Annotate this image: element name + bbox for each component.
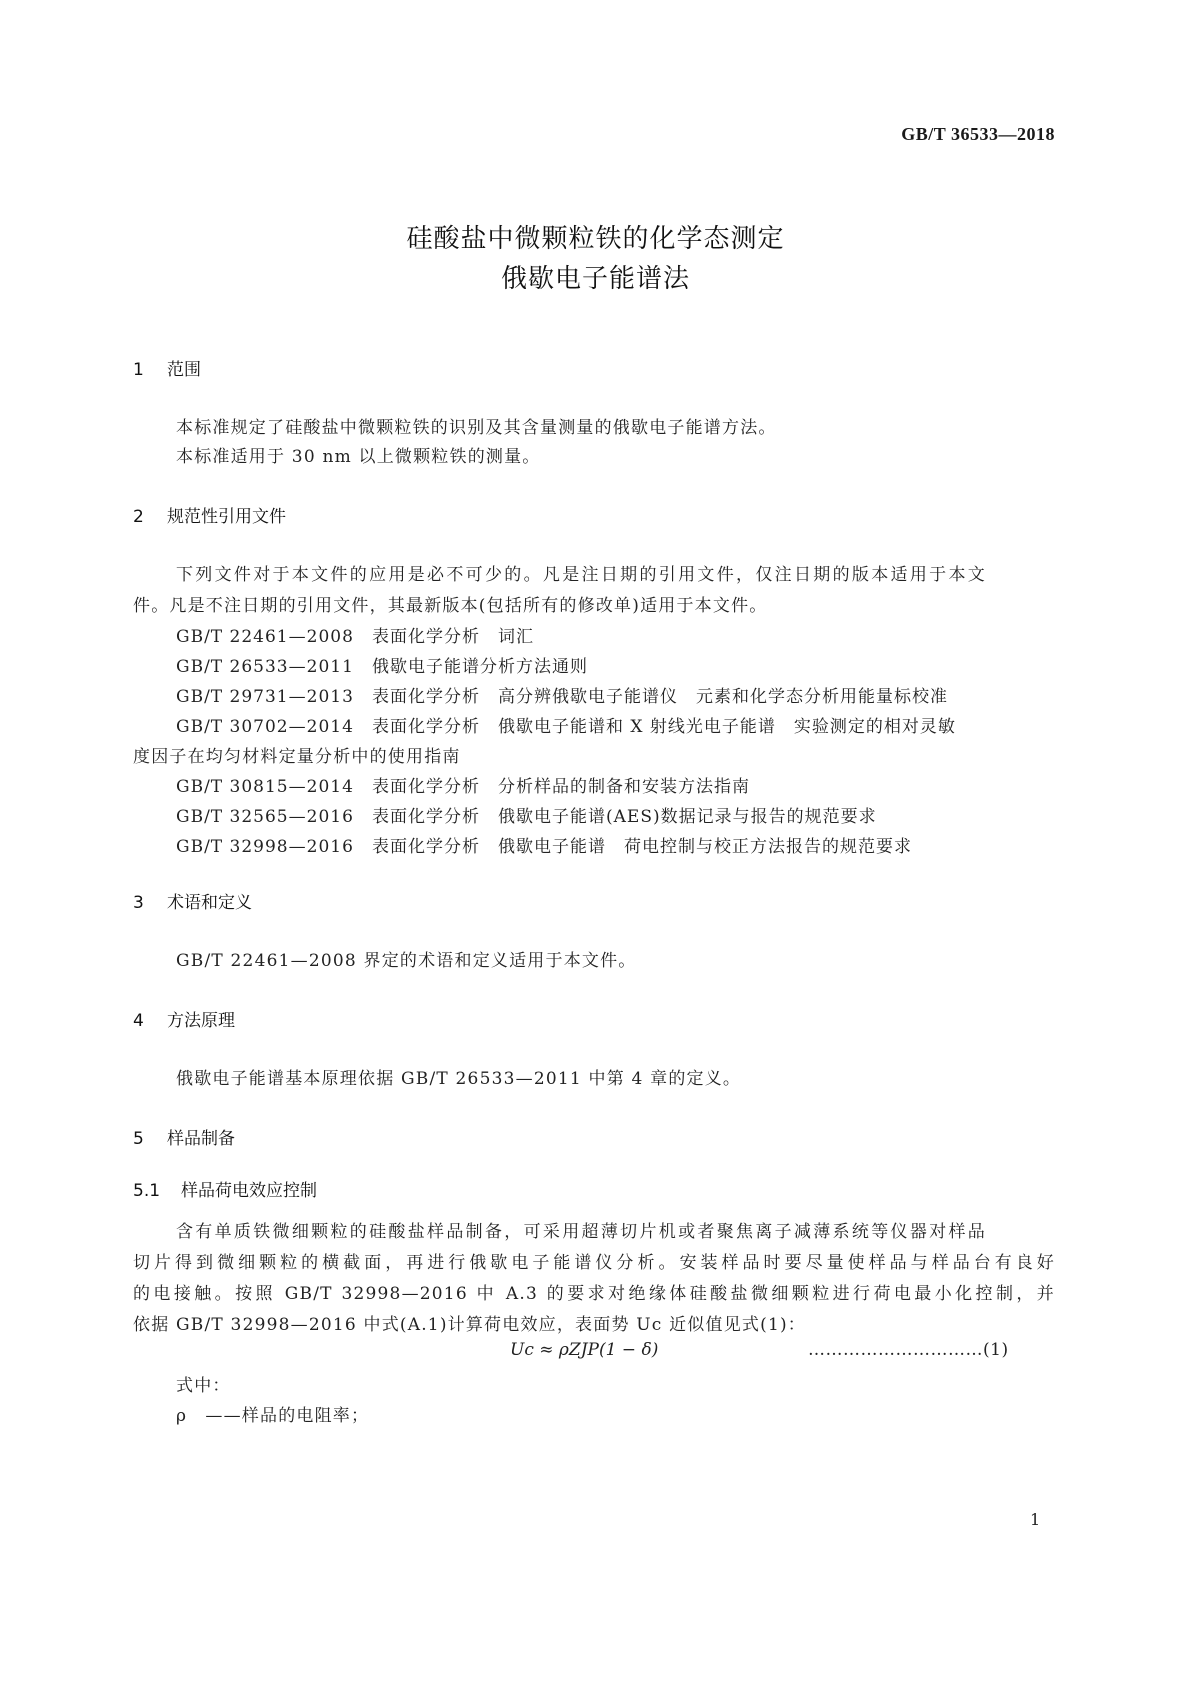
document-title-line1: 硅酸盐中微颗粒铁的化学态测定 xyxy=(406,224,785,254)
reference-code: GB/T 26533—2011 xyxy=(176,657,354,677)
section-title: 样品制备 xyxy=(167,1129,235,1149)
reference-item xyxy=(176,682,948,707)
reference-item xyxy=(176,712,956,737)
section-title: 术语和定义 xyxy=(167,893,252,913)
reference-code: GB/T 30702—2014 xyxy=(176,717,354,737)
principle-paragraph: 俄歇电子能谱基本原理依据 GB/T 26533—2011 中第 4 章的定义。 xyxy=(176,1069,742,1089)
reference-item xyxy=(176,802,877,827)
sample-line-1: 含有单质铁微细颗粒的硅酸盐样品制备，可采用超薄切片机或者聚焦离子减薄系统等仪器对样品 xyxy=(176,1222,986,1242)
reference-title: 俄歇电子能谱分析方法通则 xyxy=(372,657,588,677)
reference-title: 表面化学分析 俄歇电子能谱(AES)数据记录与报告的规范要求 xyxy=(372,807,877,827)
section-title: 样品荷电效应控制 xyxy=(181,1181,317,1201)
reference-code: GB/T 29731—2013 xyxy=(176,687,354,707)
section-1-heading xyxy=(133,355,201,380)
section-number: 2 xyxy=(133,507,144,527)
rho-definition: ρ ——样品的电阻率； xyxy=(176,1406,370,1426)
scope-paragraph-2: 本标准适用于 30 nm 以上微颗粒铁的测量。 xyxy=(176,447,541,467)
section-4-heading xyxy=(133,1006,235,1031)
reference-code: GB/T 32565—2016 xyxy=(176,807,354,827)
reference-item xyxy=(176,622,534,647)
reference-item xyxy=(176,652,588,677)
reference-continuation: 度因子在均匀材料定量分析中的使用指南 xyxy=(133,747,461,767)
page-number: 1 xyxy=(1030,1510,1041,1529)
reference-code: GB/T 22461—2008 xyxy=(176,627,354,647)
reference-title: 表面化学分析 俄歇电子能谱 荷电控制与校正方法报告的规范要求 xyxy=(372,837,912,857)
reference-title: 表面化学分析 词汇 xyxy=(372,627,534,647)
normative-intro-line1: 下列文件对于本文件的应用是必不可少的。凡是注日期的引用文件，仅注日期的版本适用于本文 xyxy=(176,565,986,585)
reference-title: 表面化学分析 俄歇电子能谱和 X 射线光电子能谱 实验测定的相对灵敏 xyxy=(372,717,956,737)
section-title: 规范性引用文件 xyxy=(167,507,286,527)
section-3-heading xyxy=(133,888,252,913)
section-number: 5.1 xyxy=(133,1181,161,1201)
section-number: 1 xyxy=(133,360,144,380)
normative-intro-line2: 件。凡是不注日期的引用文件，其最新版本(包括所有的修改单)适用于本文件。 xyxy=(133,596,768,616)
reference-title: 表面化学分析 高分辨俄歇电子能谱仪 元素和化学态分析用能量标校准 xyxy=(372,687,948,707)
document-title-line2: 俄歇电子能谱法 xyxy=(500,264,690,294)
reference-item xyxy=(176,772,750,797)
section-number: 5 xyxy=(133,1129,144,1149)
formula-1: Uc ≈ ρZJP(1 − δ) xyxy=(510,1340,659,1360)
sample-line-2: 切片得到微细颗粒的横截面，再进行俄歇电子能谱仪分析。安装样品时要尽量使样品与样品台有良好 xyxy=(133,1253,1055,1273)
terms-paragraph: GB/T 22461—2008 界定的术语和定义适用于本文件。 xyxy=(176,951,637,971)
reference-code: GB/T 30815—2014 xyxy=(176,777,354,797)
section-2-heading xyxy=(133,502,286,527)
where-label: 式中： xyxy=(176,1376,231,1396)
standard-code: GB/T 36533—2018 xyxy=(901,124,1055,144)
reference-item xyxy=(176,832,912,857)
section-title: 方法原理 xyxy=(167,1011,235,1031)
section-title: 范围 xyxy=(167,360,201,380)
section-number: 3 xyxy=(133,893,144,913)
scope-paragraph-1: 本标准规定了硅酸盐中微颗粒铁的识别及其含量测量的俄歇电子能谱方法。 xyxy=(176,418,777,438)
reference-code: GB/T 32998—2016 xyxy=(176,837,354,857)
sample-line-4: 依据 GB/T 32998—2016 中式(A.1)计算荷电效应，表面势 Uc 近似值见式(1)： xyxy=(133,1315,806,1335)
formula-number: …………………………(1) xyxy=(808,1340,1009,1360)
section-number: 4 xyxy=(133,1011,144,1031)
section-5-1-heading xyxy=(133,1176,317,1201)
sample-line-3: 的电接触。按照 GB/T 32998—2016 中 A.3 的要求对绝缘体硅酸盐微细颗粒进行荷电最小化控制，并 xyxy=(133,1284,1055,1304)
reference-title: 表面化学分析 分析样品的制备和安装方法指南 xyxy=(372,777,750,797)
section-5-heading xyxy=(133,1124,235,1149)
